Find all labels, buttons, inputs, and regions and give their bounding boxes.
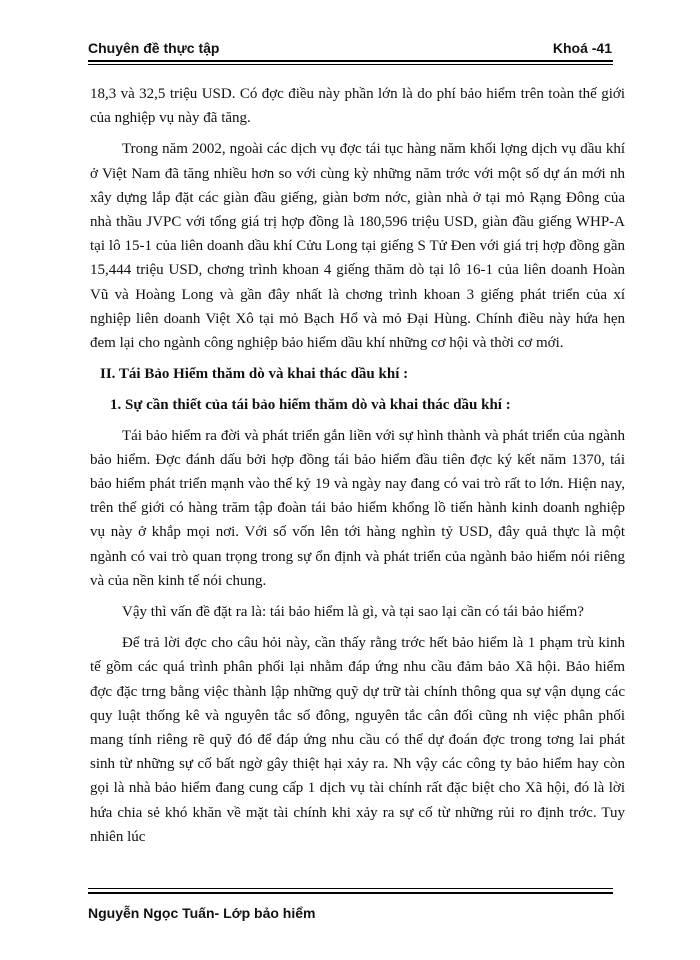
page-body bbox=[90, 82, 625, 856]
paragraph-2: Trong năm 2002, ngoài các dịch vụ đợc tái tục hàng năm khối lợng dịch vụ dầu khí ở Việt Nam đã tăng nhiều hơn so với cùng kỳ những năm trớc với một số dự án mới nh xây dựng lắp đặt các giàn đầu giếng, giàn bơm nớc, giàn nhà ở tại mỏ Rạng Đông của nhà thầu JVPC với tổng giá trị hợp đồng là 180,596 triệu USD, giàn đầu giếng WHP-A tại lô 15-1 của liên doanh dầu khí Cửu Long tại giếng S Tử Đen với giá trị hợp đồng gần 15,444 triệu USD, chơng trình khoan 4 giếng thăm dò tại lô 16-1 của liên doanh Hoàn Vũ và Hoàng Long và gần đây nhất là chơng trình khoan 3 giếng phát triển của xí nghiệp liên doanh Việt Xô tại mỏ Bạch Hổ và mỏ Đại Hùng. Chính điều này hứa hẹn đem lại cho ngành công nghiệp bảo hiểm dầu khí những cơ hội và thời cơ mới. bbox=[90, 141, 625, 352]
paragraph-4: Vậy thì vấn đề đặt ra là: tái bảo hiểm là gì, và tại sao lại cần có tái bảo hiểm? bbox=[122, 604, 584, 621]
header-rule-thin bbox=[88, 64, 613, 65]
page-footer: Nguyễn Ngọc Tuấn- Lớp bảo hiểm bbox=[88, 905, 316, 921]
footer-rule-thick bbox=[88, 892, 613, 894]
footer-rule-thin bbox=[88, 888, 613, 889]
section-heading: II. Tái Bảo Hiểm thăm dò và khai thác dầu khí : bbox=[100, 366, 409, 383]
paragraph-5: Để trả lời đợc cho câu hỏi này, cần thấy rằng trớc hết bảo hiểm là 1 phạm trù kinh tế gồm các quá trình phân phối lại nhằm đáp ứng nhu cầu đảm bảo Xã hội. Bảo hiểm đợc đặc trng bằng việc thành lập những quỹ dự trữ tài chính thông qua sự vận dụng các quy luật thống kê và nguyên tắc số đông, nguyên tắc cân đối cũng nh việc phân phối mang tính riêng rẽ quỹ đó để đáp ứng nhu cầu có thể dự đoán đợc trong tơng lai phát sinh từ những sự cố bất ngờ gây thiệt hại xảy ra. Nh vậy các công ty bảo hiểm hay còn gọi là nhà bảo hiểm đang cung cấp 1 dịch vụ tài chính rất đặc biệt cho Xã hội, đó là lời hứa chia sẻ khó khăn về mặt tài chính khi xảy ra sự cố từ những rủi ro định trớc. Tuy nhiên lúc bbox=[90, 635, 625, 845]
paragraph-3: Tái bảo hiểm ra đời và phát triển gắn liền với sự hình thành và phát triển của ngành bảo hiểm. Đợc đánh dấu bởi hợp đồng tái bảo hiểm đầu tiên đợc ký kết năm 1370, tái bảo hiểm phát triển mạnh vào thế kỷ 19 và ngày nay đang có vai trò rất to lớn. Hiện nay, trên thế giới có hàng trăm tập đoàn tái bảo hiểm khổng lồ tiến hành kinh doanh nghiệp vụ này ở khắp mọi nơi. Với số vốn lên tới hàng nghìn tỷ USD, đây quả thực là một ngành có vai trò quan trọng trong sự ổn định và phát triển của ngành bảo hiểm nói riêng và của nền kinh tế nói chung. bbox=[90, 427, 625, 589]
header-title: Chuyên đề thực tập bbox=[88, 40, 220, 56]
paragraph-1: 18,3 và 32,5 triệu USD. Có đợc điều này phần lớn là do phí bảo hiểm trên toàn thế giới của nghiệp vụ này đã tăng. bbox=[90, 86, 625, 127]
header-rule-thick bbox=[88, 60, 613, 62]
page-header bbox=[88, 40, 612, 56]
header-course: Khoá -41 bbox=[552, 40, 612, 56]
subsection-heading: 1. Sự cần thiết của tái bảo hiểm thăm dò và khai thác dầu khí : bbox=[110, 397, 511, 414]
